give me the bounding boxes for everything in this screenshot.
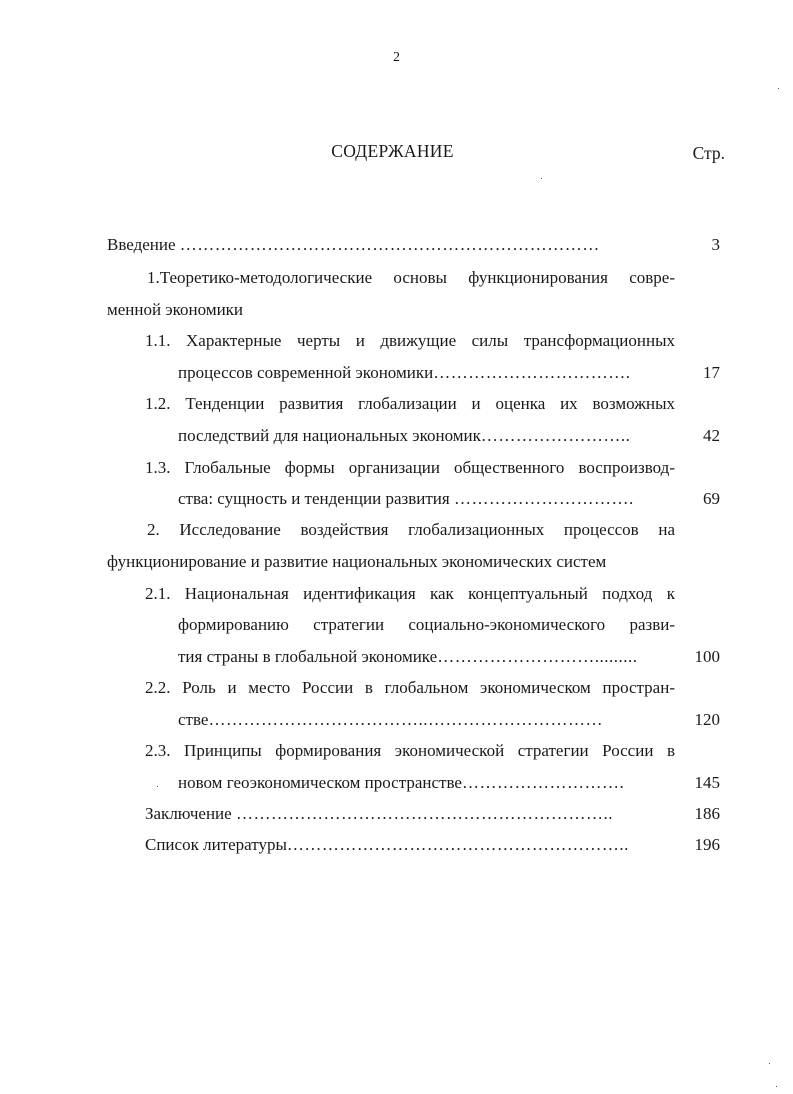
toc-section-1-1-line1[interactable]: 1.1. Характерные черты и движущие силы трансформационных	[145, 331, 675, 350]
toc-page-1-1: 17	[703, 363, 720, 382]
toc-leader-dots: …………………………………………………..	[286, 835, 629, 854]
toc-chapter-1-line1[interactable]: 1.Теоретико-методологические основы функционирования совре-	[147, 268, 675, 287]
toc-entry-references[interactable]	[145, 834, 629, 856]
toc-leader-dots: ……………………….........	[437, 647, 638, 666]
toc-label: последствий для национальных экономик	[178, 426, 481, 445]
toc-label: Введение	[107, 235, 176, 254]
toc-entry-conclusion[interactable]	[145, 803, 613, 825]
toc-section-2-1-line1[interactable]: 2.1. Национальная идентификация как концептуальный подход к	[145, 584, 675, 603]
toc-label: процессов современной экономики	[178, 363, 434, 382]
toc-page-2-1: 100	[694, 647, 720, 666]
toc-label: Заключение	[145, 804, 232, 823]
toc-section-2-1-line2[interactable]: формированию стратегии социально-экономического разви-	[178, 615, 675, 634]
toc-page-2-3: 145	[694, 773, 720, 792]
toc-chapter-2-line2[interactable]: функционирование и развитие национальных экономических систем	[107, 552, 607, 571]
scan-speck	[541, 178, 542, 179]
toc-leader-dots: ………………………………………………………..	[235, 804, 613, 823]
toc-section-2-1-line3[interactable]	[178, 646, 637, 668]
title-text: СОДЕРЖАНИЕ	[331, 141, 454, 161]
toc-page-conclusion: 186	[694, 804, 720, 823]
toc-page-1-2: 42	[703, 426, 720, 445]
toc-entry-intro[interactable]	[107, 234, 600, 256]
page-column-label: Стр.	[692, 143, 725, 163]
toc-page-intro: 3	[711, 235, 720, 254]
toc-section-2-3-line1[interactable]: 2.3. Принципы формирования экономической стратегии России в	[145, 741, 675, 760]
page-number: 2	[393, 50, 400, 65]
toc-leader-dots: ………………………….	[453, 489, 634, 508]
toc-section-1-3-line1[interactable]: 1.3. Глобальные формы организации общественного воспроизвод-	[145, 458, 675, 477]
toc-section-1-2-line2[interactable]	[178, 425, 630, 447]
toc-section-2-2-line1[interactable]: 2.2. Роль и место России в глобальном экономическом простран-	[145, 678, 675, 697]
toc-page-1-3: 69	[703, 489, 720, 508]
toc-leader-dots: ………………………………………………………………	[179, 235, 600, 254]
toc-label: ства: сущность и тенденции развития	[178, 489, 450, 508]
toc-chapter-1-line2[interactable]: менной экономики	[107, 300, 244, 319]
scan-speck	[769, 1063, 770, 1064]
toc-label: тия страны в глобальной экономике	[178, 647, 438, 666]
page-title	[0, 141, 793, 162]
toc-label: новом геоэкономическом пространстве	[178, 773, 462, 792]
toc-leader-dots: ……………………….	[461, 773, 625, 792]
toc-section-1-2-line1[interactable]: 1.2. Тенденции развития глобализации и оценка их возможных	[145, 394, 675, 413]
toc-section-2-2-line2[interactable]	[178, 709, 603, 731]
toc-leader-dots: ………………………………..…………………………	[208, 710, 603, 729]
toc-page-2-2: 120	[694, 710, 720, 729]
toc-leader-dots: …………………………….	[433, 363, 631, 382]
toc-page-references: 196	[694, 835, 720, 854]
toc-leader-dots: ……………………..	[480, 426, 631, 445]
scan-speck	[778, 88, 779, 89]
toc-chapter-2-line1[interactable]: 2. Исследование воздействия глобализационных процессов на	[147, 520, 675, 539]
toc-section-1-3-line2[interactable]	[178, 488, 634, 510]
scan-speck	[157, 786, 158, 787]
toc-section-2-3-line2[interactable]	[178, 772, 624, 794]
toc-label: стве	[178, 710, 209, 729]
toc-label: Список литературы	[145, 835, 287, 854]
scan-speck	[776, 1086, 777, 1087]
toc-section-1-1-line2[interactable]	[178, 362, 630, 384]
